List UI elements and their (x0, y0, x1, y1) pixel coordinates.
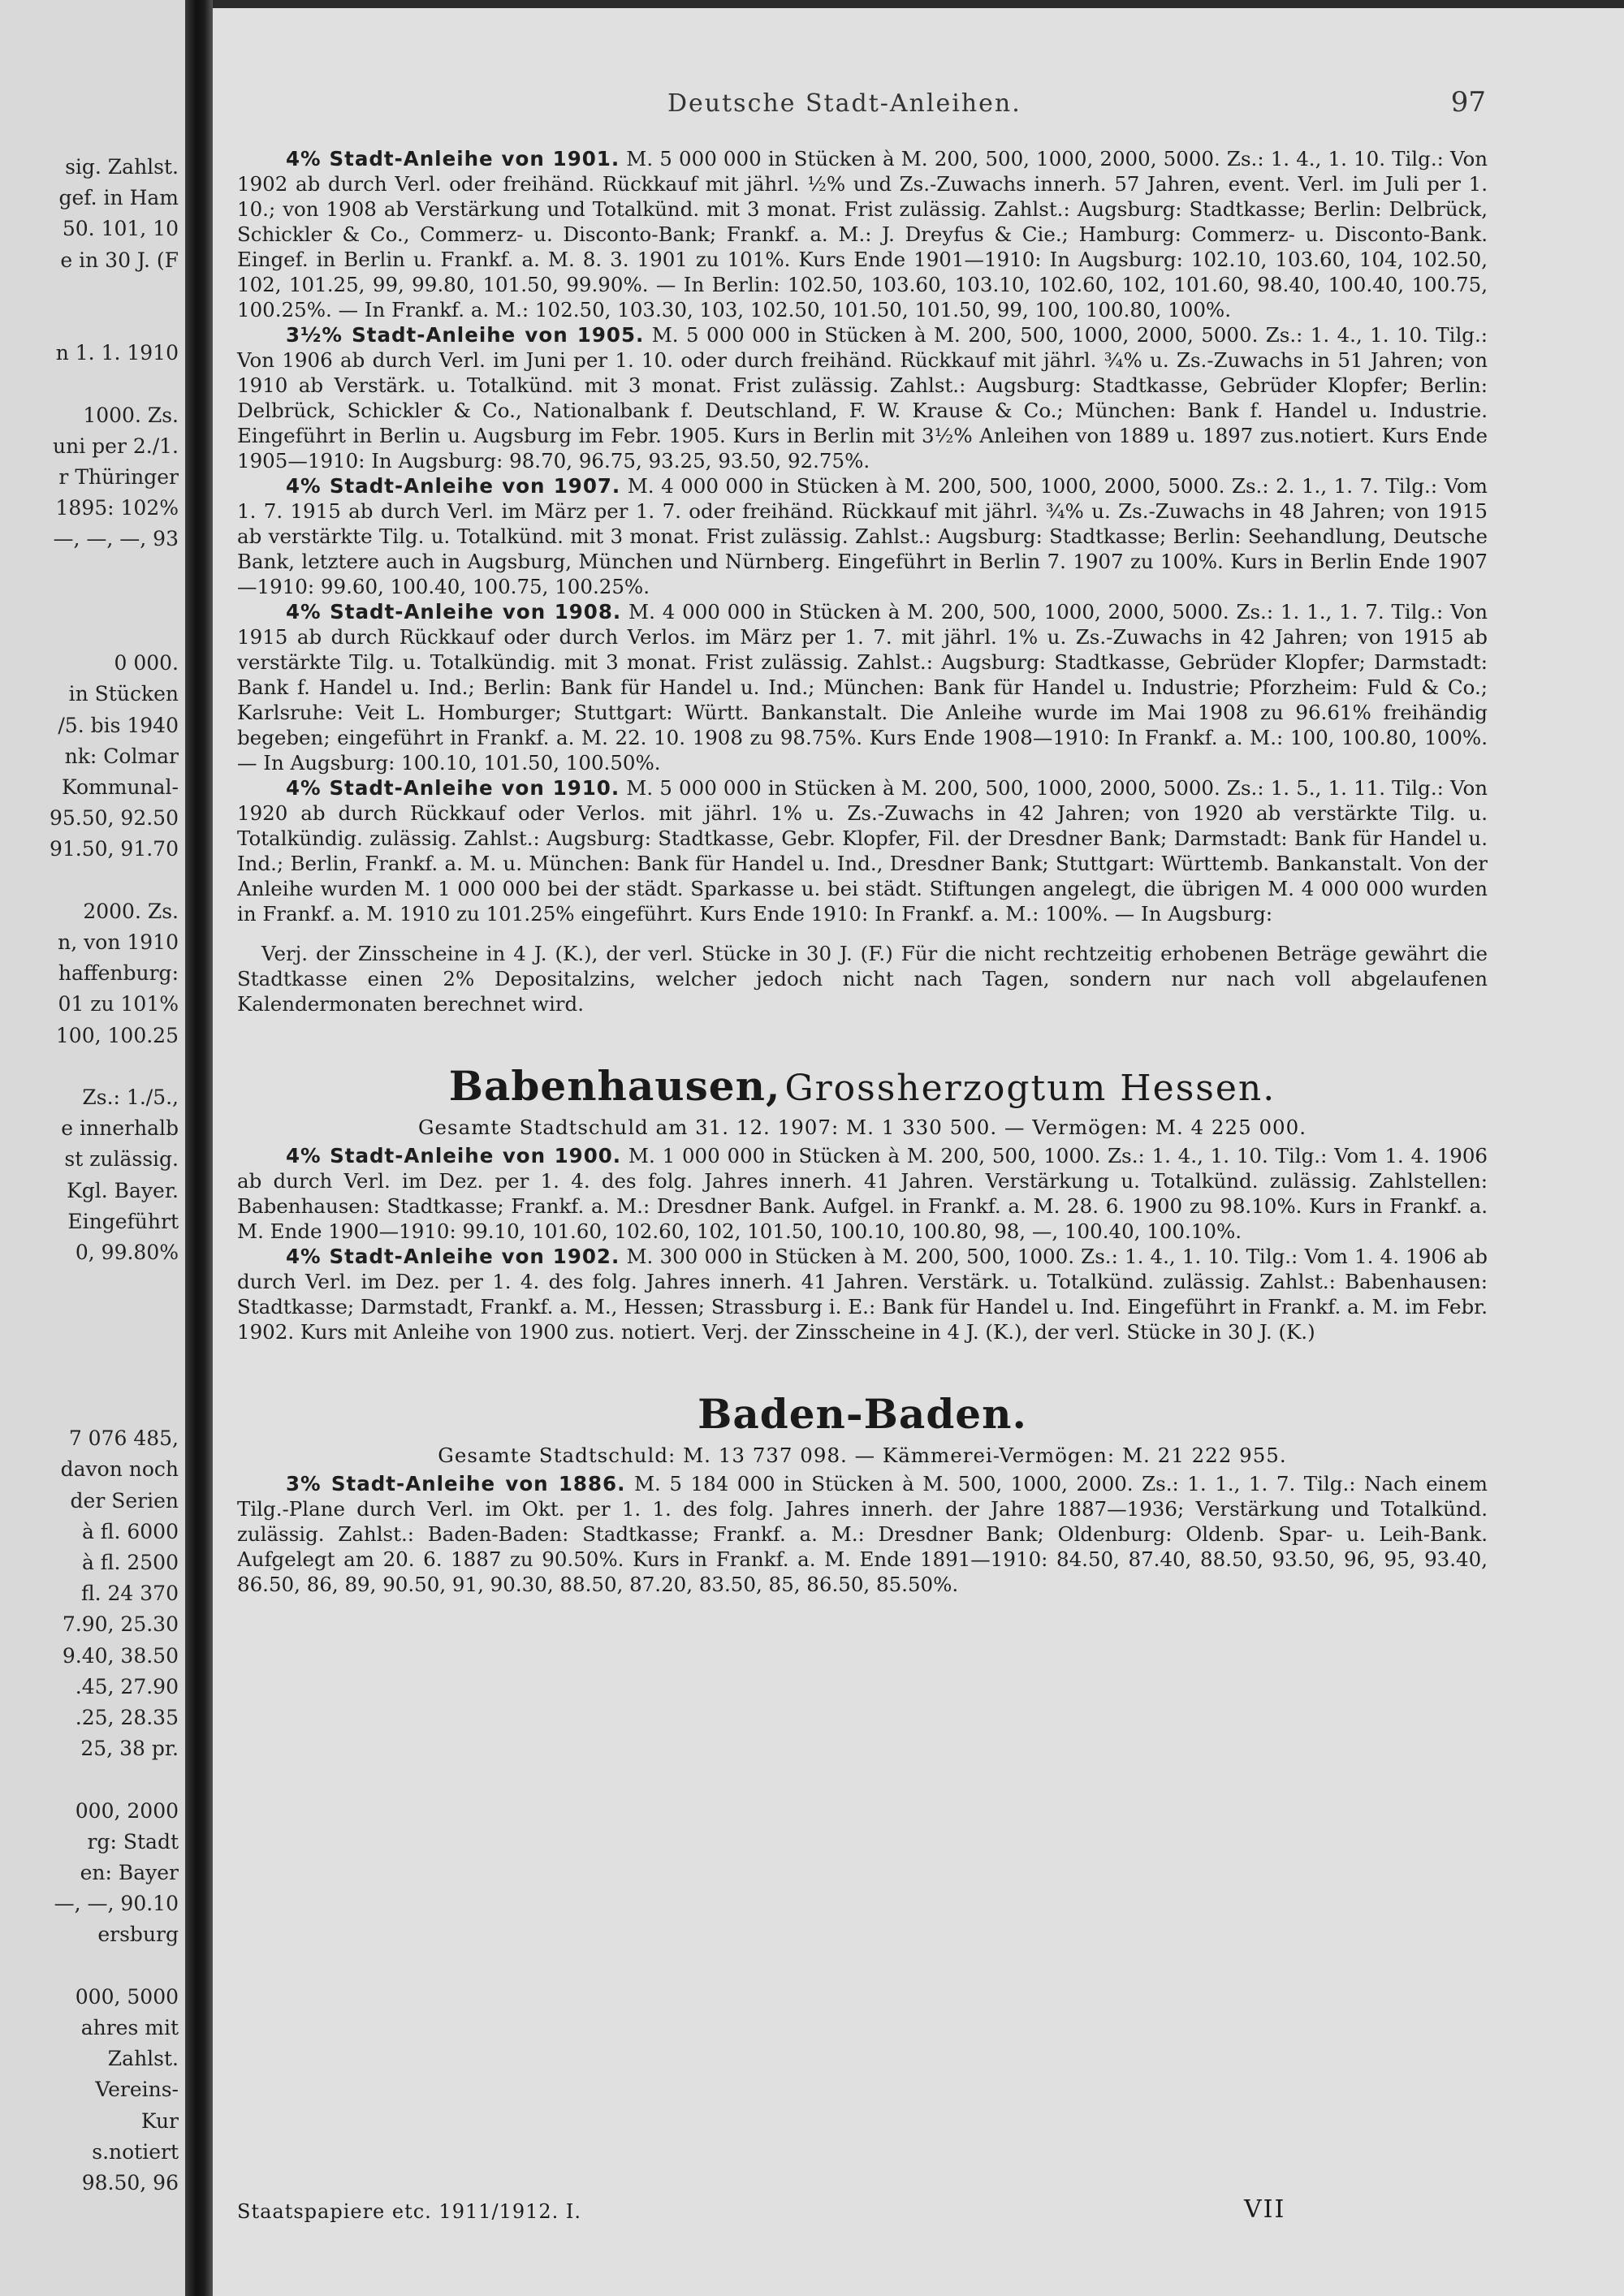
city-debt-summary: Gesamte Stadtschuld am 31. 12. 1907: M. 1 330 500. — Vermögen: M. 4 225 000. (417, 1116, 1307, 1139)
left-fragment-line: s.notiert (92, 2139, 179, 2164)
left-fragment-line: 01 zu 101% (58, 992, 179, 1016)
loan-heading: 4% Stadt-Anleihe von 1900. (286, 1144, 622, 1167)
left-fragment-line: in Stücken (68, 682, 179, 706)
left-fragment-line: 0, 99.80% (75, 1241, 179, 1264)
left-fragment-line: haffenburg: (58, 961, 179, 986)
augsburg-section (237, 146, 1488, 1016)
left-fragment-line: 2000. Zs. (83, 899, 179, 923)
left-fragment-line: der Serien (70, 1488, 179, 1513)
footer-signature: Staatspapiere etc. 1911/1912. I. (237, 2200, 582, 2223)
loan-text: M. 4 000 000 in Stücken à M. 200, 500, 1000, 2000, 5000. Zs.: 2. 1., 1. 7. Tilg.: Vom 1. 7. 1915 ab durch Verl. im März per 1. 7. oder freihänd. Rückkauf mit jährl. ¾% u. Zs.-Zuwachs in 48 Jahren; von 1915 ab verstärkte Tilg. u. Totalkünd. mit 3 monat. Frist zulässig. Zahlst.: Augsburg: Stadtkasse; Berlin: Seehandlung, Deutsche Bank, letztere auch in Augsburg, München und Nürnberg. Eingeführt in Berlin 7. 1907 zu 100%. Kurs in Berlin Ende 1907—1910: 99.60, 100.40, 100.75, 100.25%. (237, 474, 1488, 598)
body-column (237, 146, 1488, 1597)
left-fragment-line: Zs.: 1./5., (82, 1085, 179, 1109)
city-name: Babenhausen, (448, 1062, 781, 1110)
page-number: 97 (1450, 86, 1486, 119)
city-heading (237, 1062, 1488, 1110)
left-fragment-line: n 1. 1. 1910 (55, 341, 179, 365)
loan-entry (237, 1471, 1488, 1597)
left-fragment-line: 50. 101, 10 (62, 217, 179, 241)
loan-text: M. 5 184 000 in Stücken à M. 500, 1000, 2000. Zs.: 1. 1., 1. 7. Tilg.: Nach einem Tilg.-Plane durch Verl. im Okt. per 1. 1. des folg. Jahres innerh. der Jahre 1887—1936; Verstärkung und Totalkünd. zulässig. Zahlst.: Baden-Baden: Stadtkasse; Frankf. a. M.: Dresdner Bank; Oldenburg: Oldenb. Spar- u. Leih-Bank. Aufgelegt am 20. 6. 1887 zu 90.50%. Kurs in Frankf. a. M. Ende 1891—1910: 84.50, 87.40, 88.50, 93.50, 96, 95, 93.40, 86.50, 86, 89, 90.50, 91, 90.30, 88.50, 87.20, 83.50, 85, 86.50, 85.50%. (237, 1472, 1488, 1596)
left-fragment-line: 000, 5000 (75, 1984, 179, 2009)
left-fragment-line: à fl. 6000 (81, 1519, 179, 1543)
left-fragment-line: 000, 2000 (75, 1798, 179, 1823)
left-fragment-line: ahres mit (80, 2016, 179, 2039)
left-fragment-line: 25, 38 pr. (80, 1737, 179, 1761)
sheet-mark: VII (1244, 2195, 1286, 2224)
left-fragment-line: e in 30 J. (F (60, 248, 179, 272)
baden-baden-section (237, 1390, 1488, 1597)
left-fragment-line: gef. in Ham (58, 186, 179, 210)
left-fragment-line: —, —, 90.10 (54, 1892, 179, 1916)
left-fragment-line: e innerhalb (61, 1116, 179, 1141)
loan-entry (237, 1143, 1488, 1244)
left-fragment-line: Zahlst. (107, 2047, 179, 2071)
loan-text: M. 5 000 000 in Stücken à M. 200, 500, 1000, 2000, 5000. Zs.: 1. 4., 1. 10. Tilg.: Von 1906 ab durch Verl. im Juni per 1. 10. oder durch freihänd. Rückkauf mit jährl. ¾% u. Zs.-Zuwachs in 51 Jahren; von 1910 ab Verstärk. u. Totalkünd. mit 3 monat. Frist zulässig. Zahlst.: Augsburg: Stadtkasse, Gebrüder Klopfer; Berlin: Delbrück, Schickler & Co., Nationalbank f. Deutschland, F. W. Krause & Co.; München: Bank f. Handel u. Industrie. Eingeführt in Berlin u. Augsburg im Febr. 1905. Kurs in Berlin mit 3½% Anleihen von 1889 u. 1897 zus.notiert. Kurs Ende 1905—1910: In Augsburg: 98.70, 96.75, 93.25, 93.50, 92.75%. (237, 323, 1488, 473)
running-title: Deutsche Stadt-Anleihen. (667, 89, 1021, 118)
left-fragment-line: Kgl. Bayer. (67, 1178, 179, 1202)
left-fragment-line: 1895: 102% (55, 496, 179, 520)
left-fragment-line: 98.50, 96 (81, 2171, 179, 2195)
left-page-fragment (0, 0, 185, 2296)
left-fragment-line: en: Bayer (80, 1861, 179, 1884)
page (213, 8, 1624, 2296)
left-fragment-line: nk: Colmar (64, 744, 179, 768)
loan-text: M. 5 000 000 in Stücken à M. 200, 500, 1000, 2000, 5000. Zs.: 1. 5., 1. 11. Tilg.: Von 1920 ab durch Rückkauf oder Verlos. mit jährl. 1% u. Zs.-Zuwachs in 42 Jahren; von 1920 ab verstärkte Tilg. u. Totalkündig. zulässig. Zahlst.: Augsburg: Stadtkasse, Gebr. Klopfer, Fil. der Dresdner Bank; Darmstadt: Bank für Handel u. Ind.; Berlin, Frankf. a. M. u. München: Bank für Handel u. Ind., Dresdner Bank; Stuttgart: Württemb. Bankanstalt. Von der Anleihe wurden M. 1 000 000 bei der städt. Sparkasse u. bei städt. Stiftungen angelegt, die übrigen M. 4 000 000 wurden in Frankf. a. M. 1910 zu 101.25% eingeführt. Kurs Ende 1910: In Frankf. a. M.: 100%. — In Augsburg: (237, 776, 1488, 926)
top-edge (213, 0, 1624, 8)
left-fragment-line: Kur (140, 2108, 179, 2133)
left-fragment-line: 91.50, 91.70 (49, 837, 179, 861)
left-fragment-line: Kommunal- (61, 775, 179, 799)
loan-heading: 3% Stadt-Anleihe von 1886. (286, 1472, 626, 1495)
loan-entry (237, 599, 1488, 775)
loan-entry (237, 322, 1488, 473)
left-fragment-line: 7 076 485, (68, 1426, 179, 1451)
loan-entry (237, 473, 1488, 599)
left-fragment-line: .45, 27.90 (75, 1674, 179, 1698)
loan-heading: 4% Stadt-Anleihe von 1902. (286, 1245, 620, 1268)
loan-entry (237, 775, 1488, 926)
left-fragment-line: /5. bis 1940 (58, 713, 179, 737)
loan-entry (237, 146, 1488, 322)
left-fragment-line: 1000. Zs. (83, 403, 179, 427)
augsburg-footnote: Verj. der Zinsscheine in 4 J. (K.), der verl. Stücke in 30 J. (F.) Für die nicht rechtzeitig erhobenen Beträge gewährt die Stadtkasse einen 2% Depositalzins, welcher jedoch nicht nach Tagen, sondern nur nach voll abgelaufenen Kalendermonaten berechnet wird. (237, 942, 1488, 1016)
loan-entry (237, 1244, 1488, 1344)
loan-heading: 3½% Stadt-Anleihe von 1905. (286, 323, 645, 347)
left-fragment-line: 7.90, 25.30 (62, 1612, 179, 1637)
left-fragment-line: 0 000. (114, 651, 179, 675)
left-fragment-line: à fl. 2500 (81, 1551, 179, 1574)
left-fragment-line: 9.40, 38.50 (62, 1643, 179, 1668)
left-fragment-line: davon noch (60, 1457, 179, 1482)
loan-heading: 4% Stadt-Anleihe von 1907. (286, 474, 621, 498)
city-subtitle: Grossherzogtum Hessen. (784, 1068, 1276, 1109)
loan-heading: 4% Stadt-Anleihe von 1908. (286, 600, 622, 624)
left-fragment-line: n, von 1910 (58, 930, 179, 954)
loan-text: M. 4 000 000 in Stücken à M. 200, 500, 1000, 2000, 5000. Zs.: 1. 1., 1. 7. Tilg.: Von 1915 ab durch Rückkauf oder durch Verlos. im März per 1. 7. mit jährl. 1% u. Zs.-Zuwachs in 42 Jahren; von 1915 ab verstärkte Tilg. u. Totalkündig. mit 3 monat. Frist zulässig. Zahlst.: Augsburg: Stadtkasse, Gebrüder Klopfer; Darmstadt: Bank f. Handel u. Ind.; Berlin: Bank für Handel u. Ind.; München: Bank für Handel u. Industrie; Pforzheim: Fuld & Co.; Karlsruhe: Veit L. Homburger; Stuttgart: Württ. Bankanstalt. Die Anleihe wurde im Mai 1908 zu 96.61% freihändig begeben; eingeführt in Frankf. a. M. 22. 10. 1908 zu 98.75%. Kurs Ende 1908—1910: In Frankf. a. M.: 100, 100.80, 100%. — In Augsburg: 100.10, 101.50, 100.50%. (237, 600, 1488, 775)
left-fragment-line: —, —, —, 93 (53, 527, 179, 551)
city-heading (237, 1390, 1488, 1438)
left-fragment-line: st zulässig. (64, 1147, 179, 1172)
left-fragment-line: 95.50, 92.50 (49, 806, 179, 831)
city-name: Baden-Baden. (698, 1390, 1027, 1438)
left-fragment-line: ersburg (97, 1923, 179, 1947)
left-fragment-line: .25, 28.35 (75, 1706, 179, 1729)
left-fragment-line: 100, 100.25 (55, 1023, 179, 1047)
loan-text: M. 5 000 000 in Stücken à M. 200, 500, 1000, 2000, 5000. Zs.: 1. 4., 1. 10. Tilg.: Von 1902 ab durch Verl. oder freihänd. Rückkauf mit jährl. ½% und Zs.-Zuwachs innerh. 57 Jahren, event. Verl. im Juli per 1. 10.; von 1908 ab Verstärkung und Totalkünd. mit 3 monat. Frist zulässig. Zahlst.: Augsburg: Stadtkasse; Berlin: Delbrück, Schickler & Co., Commerz- u. Disconto-Bank; Frankf. a. M.: J. Dreyfus & Cie.; Hamburg: Commerz- u. Disconto-Bank. Eingef. in Berlin u. Frankf. a. M. 8. 3. 1901 zu 101%. Kurs Ende 1901—1910: In Augsburg: 102.10, 103.60, 104, 102.50, 102, 101.25, 99, 99.80, 101.50, 99.90%. — In Berlin: 102.50, 103.60, 103.10, 102.60, 102, 101.60, 98.40, 100.40, 100.75, 100.25%. — In Frankf. a. M.: 102.50, 103.30, 103, 102.50, 101.50, 101.50, 99, 100, 100.80, 100%. (237, 147, 1488, 322)
left-fragment-line: Vereins- (95, 2078, 179, 2102)
left-fragment-line: sig. Zahlst. (65, 155, 179, 179)
loan-text: M. 300 000 in Stücken à M. 200, 500, 1000. Zs.: 1. 4., 1. 10. Tilg.: Vom 1. 4. 1906 ab durch Verl. im Dez. per 1. 4. des folg. Jahres innerh. 41 Jahren. Verstärk. u. Totalkünd. zulässig. Zahlst.: Babenhausen: Stadtkasse; Darmstadt, Frankf. a. M., Hessen; Strassburg i. E.: Bank für Handel u. Ind. Eingeführt in Frankf. a. M. im Febr. 1902. Kurs mit Anleihe von 1900 zus. notiert. Verj. der Zinsscheine in 4 J. (K.), der verl. Stücke in 30 J. (K.) (237, 1245, 1488, 1344)
left-fragment-line: rg: Stadt (87, 1829, 179, 1854)
left-fragment-line: Eingeführt (67, 1209, 179, 1233)
left-fragment-line: r Thüringer (58, 465, 179, 489)
city-debt-summary: Gesamte Stadtschuld: M. 13 737 098. — Kämmerei-Vermögen: M. 21 222 955. (438, 1444, 1287, 1467)
loan-heading: 4% Stadt-Anleihe von 1901. (286, 147, 620, 170)
loan-heading: 4% Stadt-Anleihe von 1910. (286, 776, 620, 800)
loan-text: M. 1 000 000 in Stücken à M. 200, 500, 1000. Zs.: 1. 4., 1. 10. Tilg.: Vom 1. 4. 1906 ab durch Verl. im Dez. per 1. 4. des folg. Jahres innerh. 41 Jahren. Verstärkung u. Totalkünd. zulässig. Zahlstellen: Babenhausen: Stadtkasse; Frankf. a. M.: Dresdner Bank. Aufgel. in Frankf. a. M. 28. 6. 1900 zu 98.10%. Kurs in Frankf. a. M. Ende 1900—1910: 99.10, 101.60, 102.60, 102, 101.50, 100.10, 100.80, 98, —, 100.40, 100.10%. (237, 1144, 1488, 1243)
left-fragment-line: uni per 2./1. (53, 434, 179, 458)
book-gutter (185, 0, 213, 2296)
left-fragment-line: fl. 24 370 (80, 1582, 179, 1606)
babenhausen-section (237, 1062, 1488, 1344)
